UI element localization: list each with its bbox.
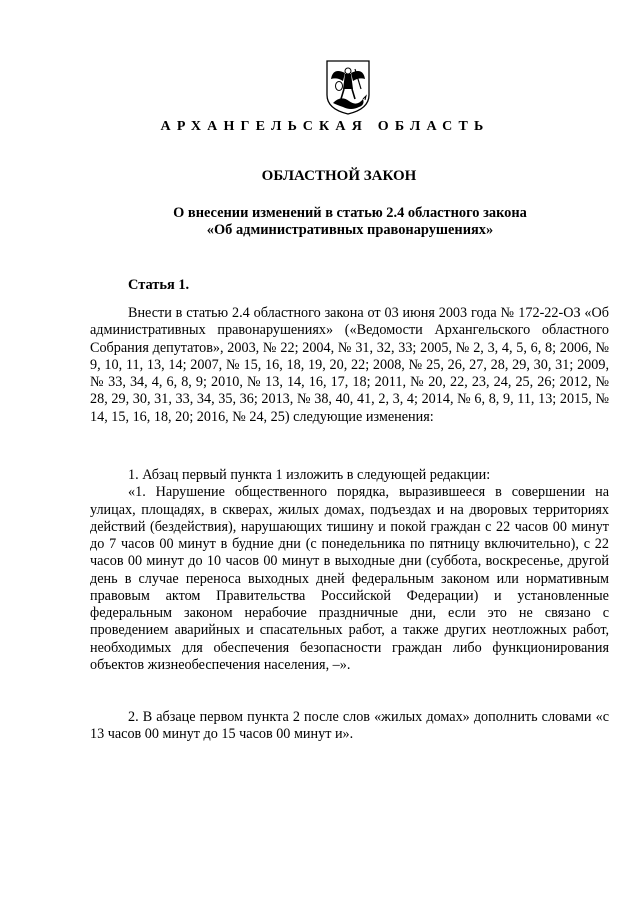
law-title — [90, 205, 610, 239]
region-name: АРХАНГЕЛЬСКАЯ ОБЛАСТЬ — [160, 119, 490, 134]
document-type: ОБЛАСТНОЙ ЗАКОН — [261, 168, 417, 184]
law-title-line-2: «Об административных правонарушениях» — [206, 222, 494, 238]
intro-text: Внести в статью 2.4 областного закона от 03 июня 2003 года № 172-22-ОЗ «Об административных правонарушениях» («Ведомости Архангельского областного Собрания депутатов», 2003, № 22; 2004, № 31, 32, 33; 2005, № 2, 3, 4, 5, 6, 8; 2006, № 9, 10, 11, 13, 14; 2007, № 15, 16, 18, 19, 20, 22; 2008, № 25, 26, 27, 28, 29, 30, 31; 2009, № 33, 34, 4, 6, 8, 9; 2010, № 13, 14, 16, 17, 18; 2011, № 20, 22, 23, 24, 25, 26; 2012, № 28, 29, 30, 31, 33, 34, 35, 36; 2013, № 38, 40, 41, 2, 3, 4; 2014, № 6, 8, 9, 11, 13; 2015, № 14, 15, 16, 18, 20; 2016, № 24, 25) следующие изменения: — [90, 305, 609, 425]
amendment-item-1 — [90, 467, 609, 674]
item-2-text: 2. В абзаце первом пункта 2 после слов «жилых домах» дополнить словами «с 13 часов 00 минут до 15 часов 00 минут и». — [90, 709, 609, 743]
law-title-line-1: О внесении изменений в статью 2.4 областного закона — [173, 205, 527, 221]
item-1-quoted-text: «1. Нарушение общественного порядка, выразившееся в совершении на улицах, площадях, в скверах, жилых домах, подъездах и на дворовых территориях действий (бездействия), нарушающих тишину и покой граждан с 22 часов 00 минут до 7 часов 00 минут в будние дни (с понедельника по пятницу включительно), с 22 часов 00 минут до 10 часов 00 минут в выходные дни (суббота, воскресенье, другой день в случае переноса выходных дней федеральным законом или нормативным правовым актом Правительства Российской Федерации) и установленные федеральным законом нерабочие праздничные дни, если это не связано с проведением аварийных и спасательных работ, а также других неотложных работ, необходимых для обеспечения безопасности граждан либо функционирования объектов жизнеобеспечения населения, –». — [90, 484, 609, 673]
article-intro-paragraph — [90, 305, 609, 426]
item-1-lead: 1. Абзац первый пункта 1 изложить в следующей редакции: — [128, 467, 491, 483]
article-heading: Статья 1. — [128, 277, 190, 293]
arkhangelsk-coat-of-arms-icon — [325, 59, 371, 115]
amendment-item-2 — [90, 709, 609, 744]
